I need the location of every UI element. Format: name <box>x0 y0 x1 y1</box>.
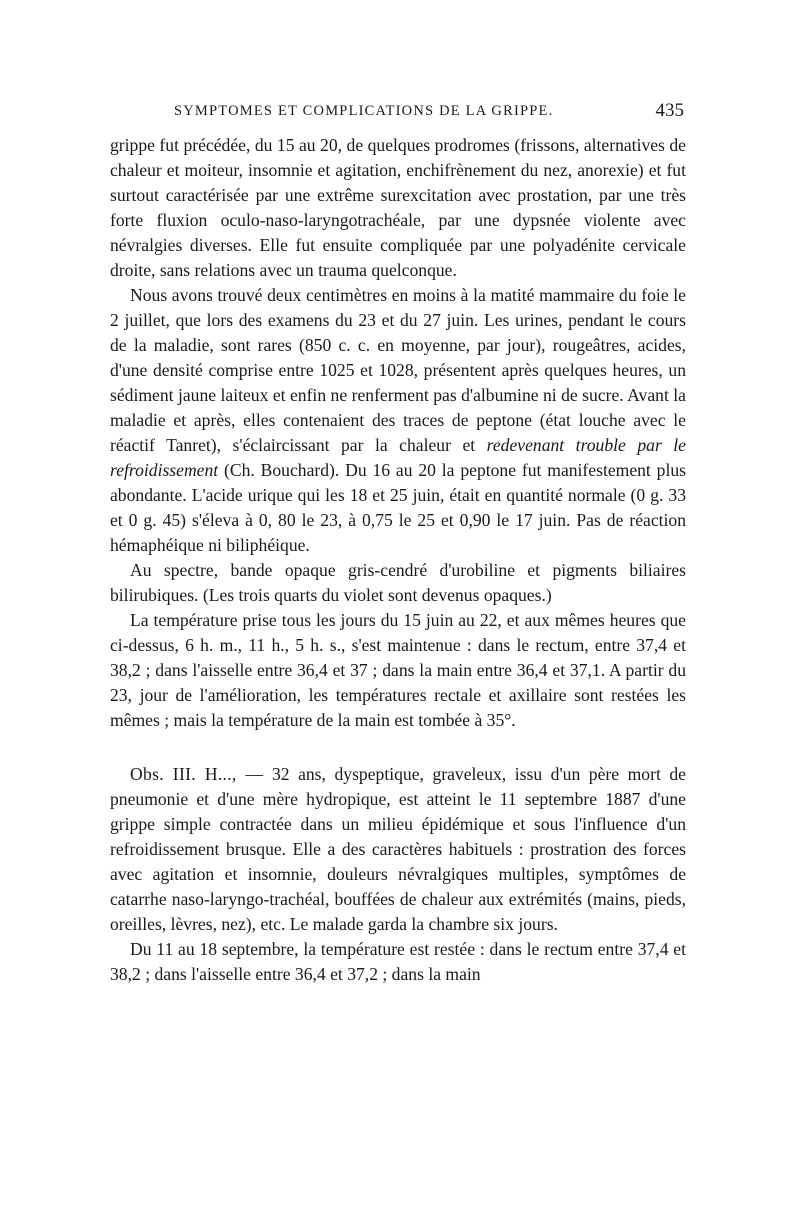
page-header <box>108 100 688 127</box>
paragraph-temperature: La température prise tous les jours du 15 juin au 22, et aux mêmes heures que ci-dessus, 6 h. m., 11 h., 5 h. s., s'est maintenue : dans le rectum, entre 37,4 et 38,2 ; dans l'aisselle entre 36,4 et 37 ; dans la main entre 36,4 et 37,1. A partir du 23, jour de l'amélioration, les températures rectale et axillaire sont restées les mêmes ; mais la température de la main est tombée à 35°. <box>110 610 686 730</box>
paragraph-liver-urine <box>110 283 686 558</box>
paragraph-continuation: grippe fut précédée, du 15 au 20, de quelques prodromes (frissons, alternatives de chaleur et moiteur, insomnie et agitation, enchifrènement du nez, anorexie) et fut surtout caractérisée par une extrême surexcitation avec prostation, par une très forte fluxion oculo-naso-laryngotrachéale, par une dypsnée violente avec névralgies diverses. Elle fut ensuite compliquée par une polyadénite cervicale droite, sans relations avec un trauma quelconque. <box>110 135 686 280</box>
page-number: 435 <box>655 100 684 121</box>
paragraph-september-temperature: Du 11 au 18 septembre, la température est restée : dans le rectum entre 37,4 et 38,2 ; dans l'aisselle entre 36,4 et 37,2 ; dans la main <box>110 939 686 984</box>
body-text <box>110 133 686 987</box>
paragraph-text-end: (Ch. Bouchard). Du 16 au 20 la peptone fut manifestement plus abondante. L'acide urique qui les 18 et 25 juin, était en quantité normale (0 g. 33 et 0 g. 45) s'éleva à 0, 80 le 23, à 0,75 le 25 et 0,90 le 17 juin. Pas de réaction hémaphéique ni biliphéique. <box>110 460 686 555</box>
paragraph-spectrum: Au spectre, bande opaque gris-cendré d'urobiline et pigments biliaires bilirubiques. (Les trois quarts du violet sont devenus opaques.) <box>110 560 686 605</box>
italic-phrase: redevenant trouble par le refroidissement <box>110 435 686 480</box>
section-gap <box>110 733 686 762</box>
paragraph-observation <box>110 762 686 937</box>
running-head: SYMPTOMES ET COMPLICATIONS DE LA GRIPPE. <box>174 103 554 119</box>
observation-label: Obs. III. H..., — <box>130 764 264 784</box>
observation-text: 32 ans, dyspeptique, graveleux, issu d'un père mort de pneumonie et d'une mère hydropique, est atteint le 11 septembre 1887 d'une grippe simple contractée dans un milieu épidémique et sous l'influence d'un refroidissement brusque. Elle a des caractères habituels : prostration des forces avec agitation et insomnie, douleurs névralgiques multiples, symptômes de catarrhe naso-laryngo-trachéal, bouffées de chaleur aux extrémités (mains, pieds, oreilles, lèvres, nez), etc. Le malade garda la chambre six jours. <box>110 764 686 934</box>
paragraph-text: Nous avons trouvé deux centimètres en moins à la matité mammaire du foie le 2 juillet, que lors des examens du 23 et du 27 juin. Les urines, pendant le cours de la maladie, sont rares (850 c. c. en moyenne, par jour), rougeâtres, acides, d'une densité comprise entre 1025 et 1028, présentent après quelques heures, un sédiment jaune laiteux et enfin ne renferment pas d'albumine ni de sucre. Avant la maladie et après, elles contenaient des traces de peptone (état louche avec le réactif Tanret), s'éclaircissant par la chaleur et <box>110 285 686 455</box>
